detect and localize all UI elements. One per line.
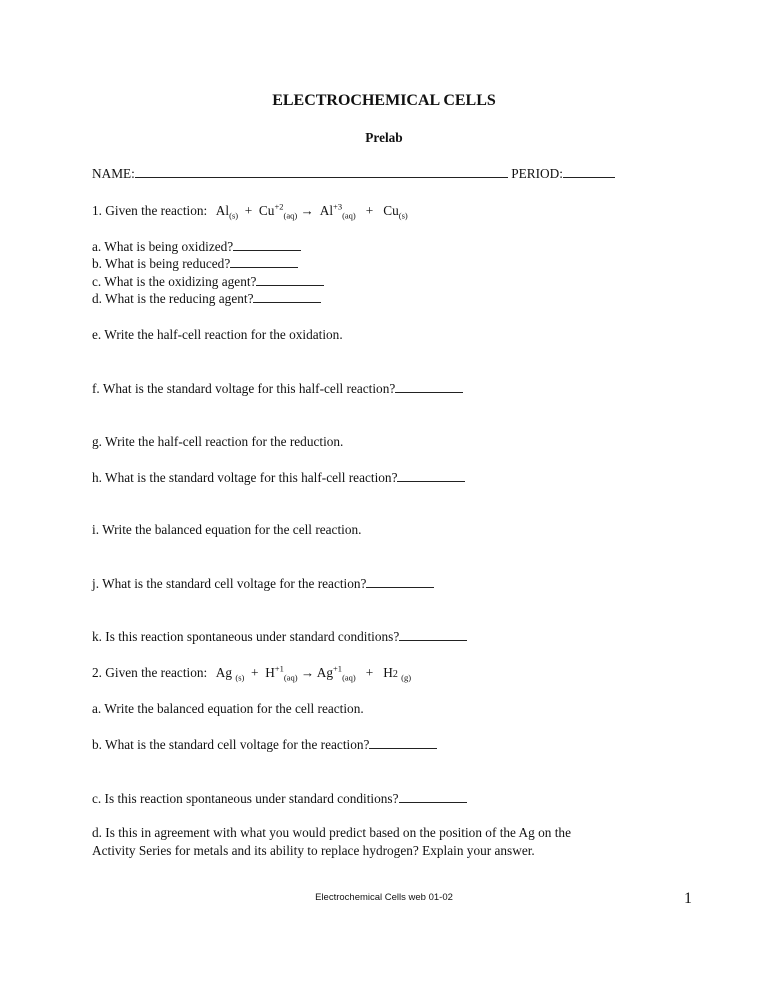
q2c: [92, 790, 467, 807]
q2a: a. Write the balanced equation for the cell reaction.: [92, 701, 364, 716]
q1-intro: 1. Given the reaction:: [92, 203, 208, 218]
q1f-text: f. What is the standard voltage for this half-cell reaction?: [92, 381, 396, 396]
q1k: [92, 628, 467, 645]
q1d: [92, 290, 321, 307]
q1d-answer[interactable]: [253, 290, 321, 303]
name-period-line: [92, 165, 615, 182]
q1c-answer[interactable]: [256, 273, 324, 286]
footer-text: Electrochemical Cells web 01-02: [315, 892, 453, 903]
q2-equation: Ag $_{(s)} + H^{+1}_{(aq)} \to Ag^{+1}_{(aq)}$ + H2 $_{(g)}$: [215, 663, 412, 683]
q1j-answer[interactable]: [366, 575, 434, 588]
q2d-line1: d. Is this in agreement with what you would predict based on the position of the Ag on the: [92, 825, 571, 840]
q1k-answer[interactable]: [399, 628, 467, 641]
q1c-text: c. What is the oxidizing agent?: [92, 274, 257, 289]
q1b-text: b. What is being reduced?: [92, 256, 231, 271]
subtitle: Prelab: [365, 130, 403, 145]
q2c-text: c. Is this reaction spontaneous under standard conditions?: [92, 791, 399, 806]
name-field[interactable]: [135, 165, 508, 178]
q2b: [92, 736, 437, 753]
q2b-answer[interactable]: [369, 736, 437, 749]
q1j-text: j. What is the standard cell voltage for the reaction?: [92, 576, 367, 591]
q2-reaction: [92, 665, 411, 683]
page-title: ELECTROCHEMICAL CELLS: [272, 92, 496, 109]
q2c-answer[interactable]: [399, 790, 467, 803]
q1h-answer[interactable]: [397, 469, 465, 482]
q1j: [92, 575, 434, 592]
q1b: [92, 255, 298, 272]
q1e: e. Write the half-cell reaction for the oxidation.: [92, 327, 343, 342]
q1i: i. Write the balanced equation for the cell reaction.: [92, 522, 362, 537]
period-field[interactable]: [563, 165, 615, 178]
q2-intro: 2. Given the reaction:: [92, 665, 208, 680]
q1a-text: a. What is being oxidized?: [92, 239, 234, 254]
q1k-text: k. Is this reaction spontaneous under standard conditions?: [92, 629, 400, 644]
q1b-answer[interactable]: [230, 255, 298, 268]
q1a: [92, 238, 301, 255]
q1h-text: h. What is the standard voltage for this half-cell reaction?: [92, 470, 398, 485]
page-number: 1: [684, 890, 692, 907]
q1-reaction: [92, 203, 408, 219]
period-label: PERIOD:: [511, 166, 563, 181]
q1h: [92, 469, 465, 486]
name-label: NAME:: [92, 166, 135, 181]
q1f: [92, 380, 463, 397]
q2b-text: b. What is the standard cell voltage for the reaction?: [92, 737, 370, 752]
q1d-text: d. What is the reducing agent?: [92, 291, 254, 306]
q1-equation: $Al_{(s)} + Cu^{+2}_{(aq)} \to Al^{+3}_{(aq)}$ + $Cu_{(s)}$: [215, 201, 408, 221]
q1f-answer[interactable]: [395, 380, 463, 393]
q2d-line2: Activity Series for metals and its ability to replace hydrogen? Explain your answer.: [92, 843, 535, 858]
q1c: [92, 273, 324, 290]
q1g: g. Write the half-cell reaction for the reduction.: [92, 434, 344, 449]
q1a-answer[interactable]: [233, 238, 301, 251]
